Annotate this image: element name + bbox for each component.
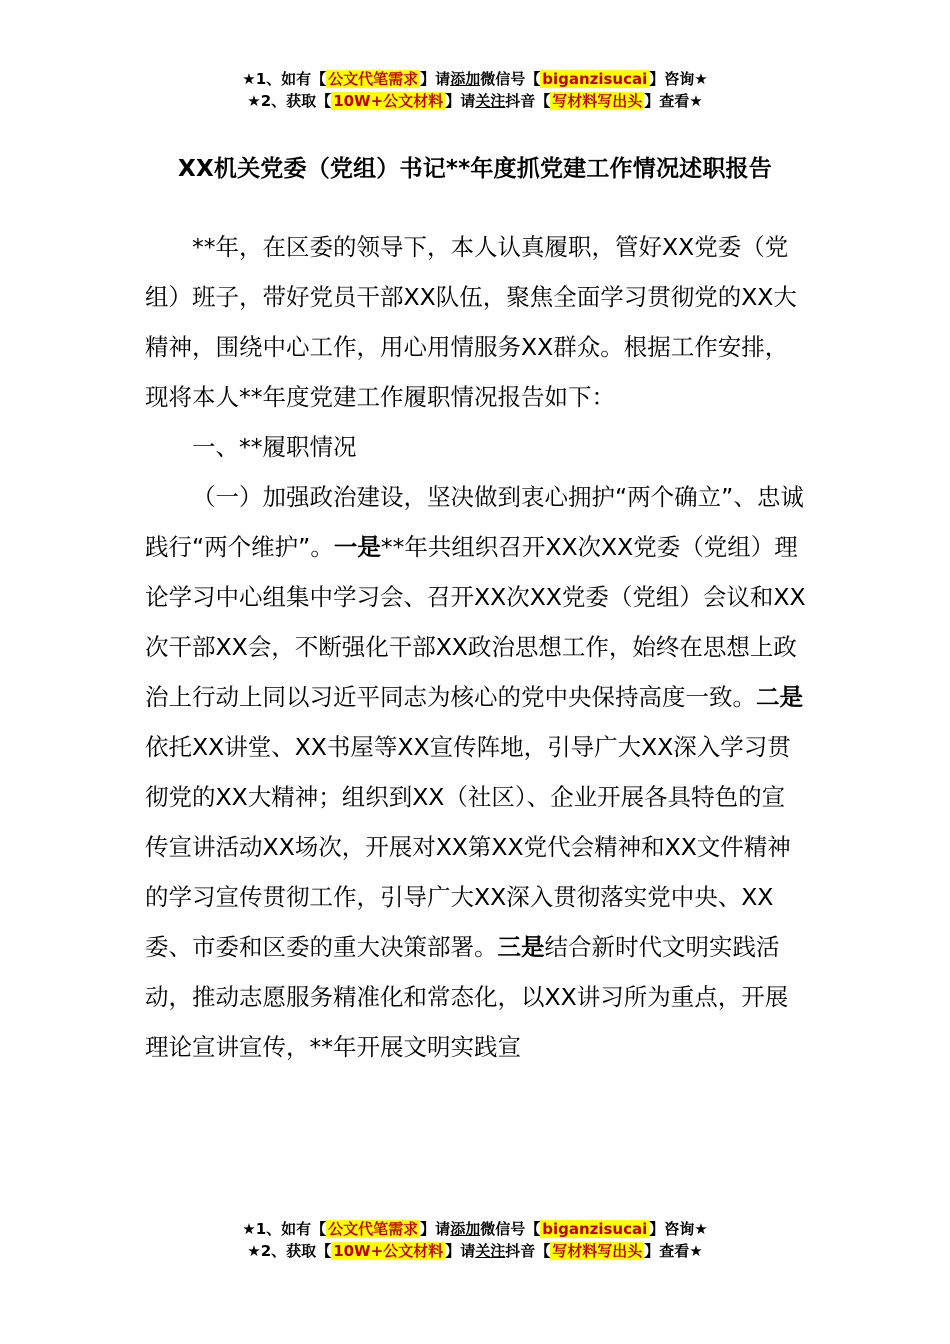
banner-text: 】请 — [445, 92, 476, 110]
banner-highlight: biganzisucai — [542, 1220, 648, 1238]
banner-text: 微信号【 — [480, 70, 541, 88]
banner-text: 】咨询★ — [649, 1220, 708, 1238]
document-body — [145, 222, 807, 1072]
banner-text: ★1、如有【 — [242, 70, 327, 88]
banner-highlight: 10W+公文材料 — [333, 92, 444, 110]
footer-banner — [0, 1218, 950, 1262]
header-banner — [0, 68, 950, 112]
point-text: 结合新时代文明实践活动，推动志愿服务精准化和常态化，以XX讲习所为重点，开展理论宣讲宣传，**年开展文明实践宣 — [145, 933, 789, 1061]
banner-text: 】请 — [445, 1242, 476, 1260]
document-title: XX机关党委（党组）书记**年度抓党建工作情况述职报告 — [178, 156, 772, 182]
banner-highlight: 写材料写出头 — [552, 1242, 643, 1260]
banner-line-1 — [0, 68, 950, 90]
banner-text: 】查看★ — [644, 92, 703, 110]
banner-text: 微信号【 — [480, 1220, 541, 1238]
section-heading: 一、**履职情况 — [192, 433, 357, 461]
banner-text: 】请 — [420, 1220, 451, 1238]
banner-line-2 — [0, 90, 950, 112]
banner-highlight: 10W+公文材料 — [333, 1242, 444, 1260]
banner-text: ★2、获取【 — [247, 92, 332, 110]
intro-paragraph: **年，在区委的领导下，本人认真履职，管好XX党委（党组）班子，带好党员干部XX队伍，聚焦全面学习贯彻党的XX大精神，围绕中心工作，用心用情服务XX群众。根据工作安排，现将本人**年度党建工作履职情况报告如下： — [145, 233, 797, 411]
subsection-paragraph — [145, 472, 807, 1072]
banner-line-2 — [0, 1240, 950, 1262]
banner-highlight: biganzisucai — [542, 70, 648, 88]
banner-underline: 添加 — [450, 70, 481, 88]
subsection-heading: （一）加强政治建设，坚决做到衷心拥护“两个确立”、忠诚践行“两个维护”。 — [145, 483, 804, 561]
banner-text: 抖音【 — [505, 92, 551, 110]
banner-underline: 关注 — [475, 1242, 506, 1260]
banner-line-1 — [0, 1218, 950, 1240]
banner-text: 】请 — [420, 70, 451, 88]
banner-text: ★1、如有【 — [242, 1220, 327, 1238]
banner-highlight: 写材料写出头 — [552, 92, 643, 110]
banner-underline: 关注 — [475, 92, 506, 110]
point-label: 一是 — [333, 533, 381, 561]
banner-text: 抖音【 — [505, 1242, 551, 1260]
banner-text: 】咨询★ — [649, 70, 708, 88]
point-label: 三是 — [497, 933, 545, 961]
banner-text: 】查看★ — [644, 1242, 703, 1260]
banner-underline: 添加 — [450, 1220, 481, 1238]
banner-highlight: 公文代笔需求 — [328, 1220, 419, 1238]
banner-highlight: 公文代笔需求 — [328, 70, 419, 88]
banner-text: ★2、获取【 — [247, 1242, 332, 1260]
point-text: 依托XX讲堂、XX书屋等XX宣传阵地，引导广大XX深入学习贯彻党的XX大精神；组织到XX（社区）、企业开展各具特色的宣传宣讲活动XX场次，开展对XX第XX党代会精神和XX文件精神的学习宣传贯彻工作，引导广大XX深入贯彻落实党中央、XX委、市委和区委的重大决策部署。 — [145, 733, 791, 961]
point-text: **年共组织召开XX次XX党委（党组）理论学习中心组集中学习会、召开XX次XX党委（党组）会议和XX次干部XX会，不断强化干部XX政治思想工作，始终在思想上政治上行动上同以习近平同志为核心的党中央保持高度一致。 — [145, 533, 806, 711]
point-label: 二是 — [756, 683, 803, 711]
